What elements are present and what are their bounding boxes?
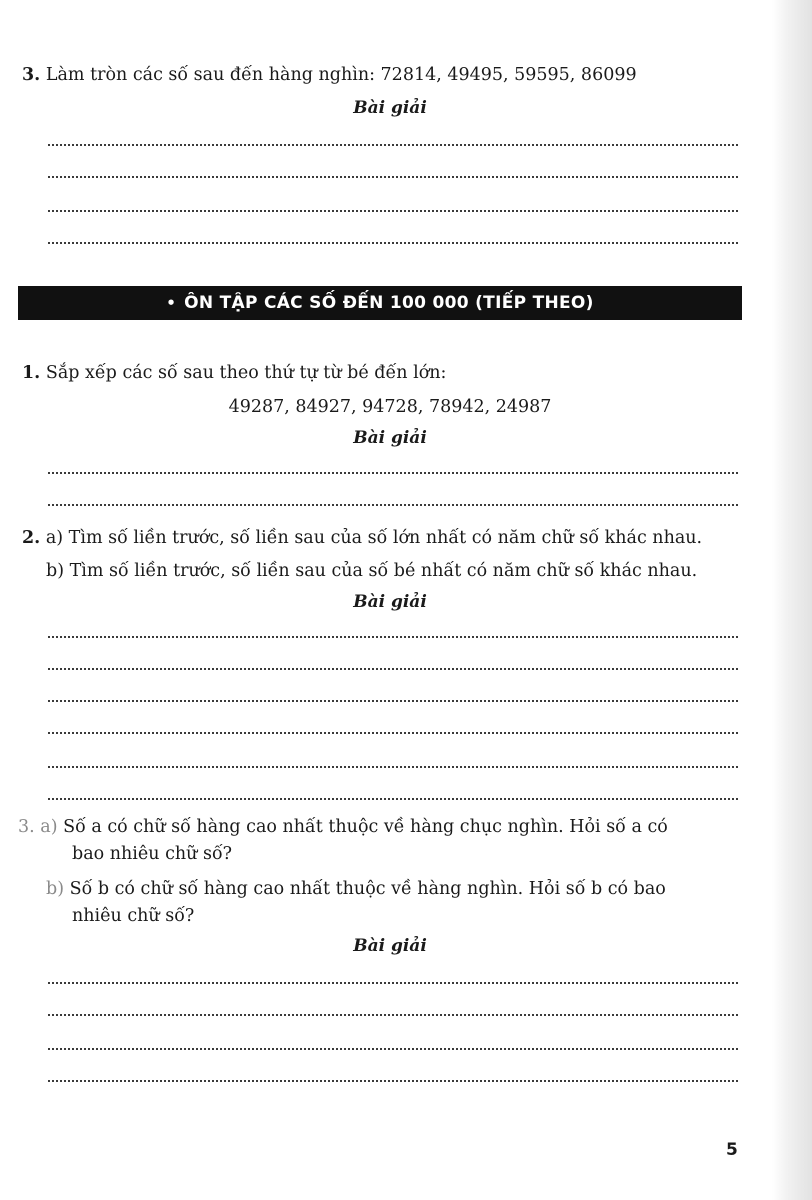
answer-line[interactable]: [48, 470, 738, 474]
question-1: [22, 360, 446, 386]
answer-line[interactable]: [48, 502, 738, 506]
page-number: 5: [726, 1140, 738, 1160]
answer-line[interactable]: [48, 796, 738, 800]
answer-line[interactable]: [48, 698, 738, 702]
question-text: Số b có chữ số hàng cao nhất thuộc về hàng nghìn. Hỏi số b có bao: [69, 879, 666, 899]
solution-title: Bài giải: [353, 936, 427, 956]
answer-line[interactable]: [48, 142, 738, 146]
question-number: 3.: [18, 817, 35, 837]
question-text: Làm tròn các số sau đến hàng nghìn: 72814, 49495, 59595, 86099: [45, 65, 637, 85]
number-list: 49287, 84927, 94728, 78942, 24987: [228, 397, 552, 417]
question-text: a) Tìm số liền trước, số liền sau của số lớn nhất có năm chữ số khác nhau.: [45, 528, 703, 548]
question-number: 2.: [22, 528, 41, 548]
answer-line[interactable]: [48, 764, 738, 768]
sub-label: a): [40, 817, 58, 837]
answer-line[interactable]: [48, 730, 738, 734]
question-3a-line1: [18, 814, 668, 840]
solution-title: Bài giải: [353, 428, 427, 448]
question-text: Sắp xếp các số sau theo thứ tự từ bé đến lớn:: [45, 363, 447, 383]
answer-line[interactable]: [48, 240, 738, 244]
question-number: 1.: [22, 363, 41, 383]
question-number: 3.: [22, 65, 41, 85]
solution-title: Bài giải: [353, 592, 427, 612]
answer-line[interactable]: [48, 634, 738, 638]
answer-line[interactable]: [48, 666, 738, 670]
question-text: Số a có chữ số hàng cao nhất thuộc về hàng chục nghìn. Hỏi số a có: [63, 817, 668, 837]
solution-title: Bài giải: [353, 98, 427, 118]
question-3b-line2: nhiêu chữ số?: [72, 906, 195, 926]
question-2a: [22, 525, 702, 551]
question-3a-line2: bao nhiêu chữ số?: [72, 844, 233, 864]
question-3b-line1: [46, 876, 666, 902]
answer-line[interactable]: [48, 208, 738, 212]
answer-line[interactable]: [48, 1078, 738, 1082]
answer-line[interactable]: [48, 174, 738, 178]
section-banner: [18, 286, 742, 320]
bullet-icon: •: [166, 294, 177, 312]
prev-question-3: [22, 62, 637, 88]
question-2b: b) Tìm số liền trước, số liền sau của số bé nhất có năm chữ số khác nhau.: [46, 561, 698, 581]
answer-line[interactable]: [48, 1046, 738, 1050]
answer-line[interactable]: [48, 980, 738, 984]
sub-label: b): [46, 879, 65, 899]
answer-line[interactable]: [48, 1012, 738, 1016]
section-title: ÔN TẬP CÁC SỐ ĐẾN 100 000 (TIẾP THEO): [184, 293, 594, 313]
